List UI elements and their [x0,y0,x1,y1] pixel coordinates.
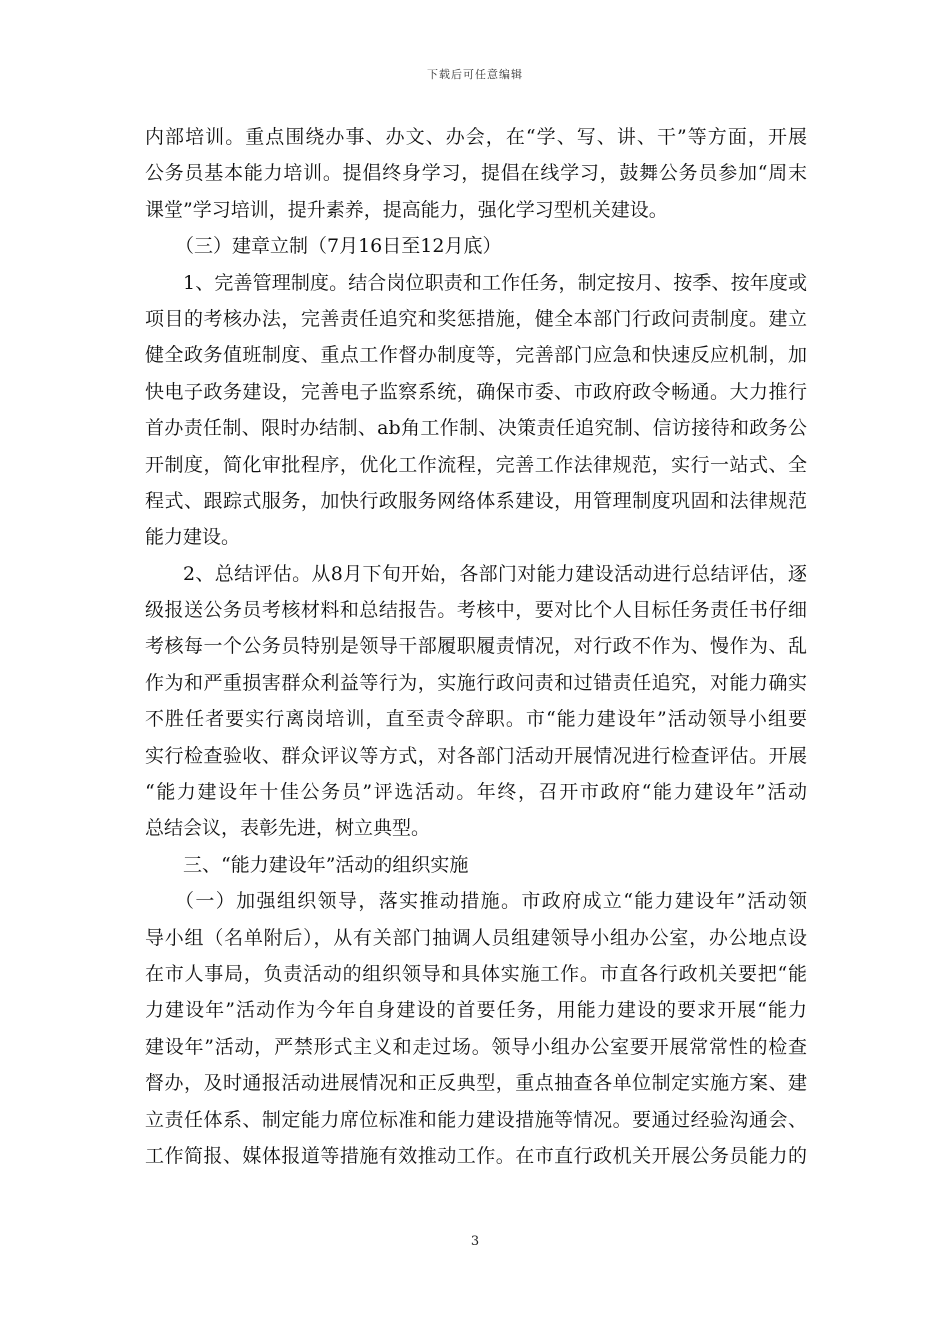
text-line: 级报送公务员考核材料和总结报告。考核中，要对比个人目标任务责任书仔细 [145,599,807,622]
header-note: 下载后可任意编辑 [427,68,523,81]
text-line: 健全政务值班制度、重点工作督办制度等，完善部门应急和快速反应机制，加 [145,344,807,367]
text-line: 导小组（名单附后），从有关部门抽调人员组建领导小组办公室，办公地点设 [145,926,807,949]
text-line: 工作简报、媒体报道等措施有效推动工作。在市直行政机关开展公务员能力的 [145,1144,807,1167]
text-line: 作为和严重损害群众利益等行为，实施行政问责和过错责任追究，对能力确实 [145,671,807,694]
text-line: 1、完善管理制度。结合岗位职责和工作任务，制定按月、按季、按年度或 [183,271,807,294]
text-line: 在市人事局，负责活动的组织领导和具体实施工作。市直各行政机关要把“能 [145,962,807,985]
text-line: 考核每一个公务员特别是领导干部履职履责情况，对行政不作为、慢作为、乱 [145,635,807,658]
text-line: 快电子政务建设，完善电子监察系统，确保市委、市政府政令畅通。大力推行 [145,380,807,403]
text-line: 力建设年”活动作为今年自身建设的首要任务，用能力建设的要求开展“能力 [145,999,807,1022]
text-line: 总结会议，表彰先进，树立典型。 [145,817,431,840]
text-line: 不胜任者要实行离岗培训，直至责令辞职。市“能力建设年”活动领导小组要 [145,708,807,731]
text-line: 2、总结评估。从8月下旬开始，各部门对能力建设活动进行总结评估，逐 [183,562,807,585]
text-line: 建设年”活动，严禁形式主义和走过场。领导小组办公室要开展常常性的检查 [145,1035,807,1058]
text-line: 立责任体系、制定能力席位标准和能力建设措施等情况。要通过经验沟通会、 [145,1108,807,1131]
text-line: 开制度，简化审批程序，优化工作流程，完善工作法律规范，实行一站式、全 [145,453,807,476]
text-line: （一）加强组织领导，落实推动措施。市政府成立“能力建设年”活动领 [175,890,807,913]
text-line: 项目的考核办法，完善责任追究和奖惩措施，健全本部门行政问责制度。建立 [145,307,807,330]
text-line: 实行检查验收、群众评议等方式，对各部门活动开展情况进行检查评估。开展 [145,744,807,767]
section-heading: 三、“能力建设年”活动的组织实施 [183,853,469,876]
text-line: 程式、跟踪式服务，加快行政服务网络体系建设，用管理制度巩固和法律规范 [145,489,807,512]
text-line: 内部培训。重点围绕办事、办文、办会，在“学、写、讲、干”等方面，开展 [145,126,807,148]
text-line: 督办，及时通报活动进展情况和正反典型，重点抽查各单位制定实施方案、建 [145,1072,807,1095]
text-line: 课堂”学习培训，提升素养，提高能力，强化学习型机关建设。 [145,198,668,221]
page-number: 3 [470,1234,480,1249]
document-body [145,119,807,1174]
text-line: 首办责任制、限时办结制、ab角工作制、决策责任追究制、信访接待和政务公 [145,417,807,440]
text-line: “能力建设年十佳公务员”评选活动。年终，召开市政府“能力建设年”活动 [145,781,807,804]
section-heading: （三）建章立制（7月16日至12月底） [175,235,502,258]
text-line: 能力建设。 [145,526,241,549]
text-line: 公务员基本能力培训。提倡终身学习，提倡在线学习，鼓舞公务员参加“周末 [145,162,807,185]
